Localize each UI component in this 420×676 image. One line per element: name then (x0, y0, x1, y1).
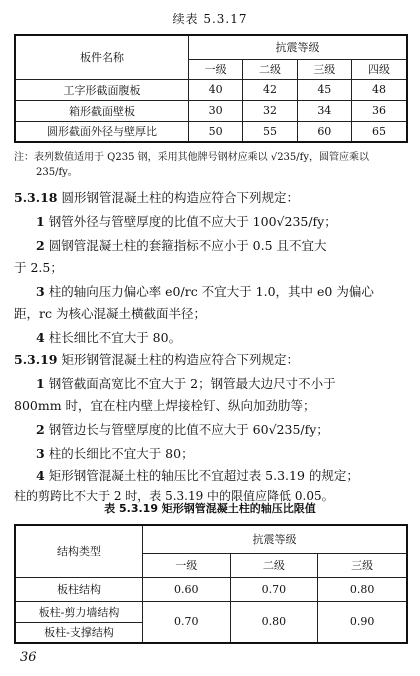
cell-value: 50 (189, 121, 243, 142)
table-row (15, 121, 407, 142)
cell-value: 45 (297, 79, 351, 100)
cell-value: 34 (297, 100, 351, 121)
table-note (14, 150, 412, 180)
header-plate-name: 板件名称 (15, 35, 189, 79)
item-number: 4 (36, 330, 45, 345)
cell-value: 30 (189, 100, 243, 121)
note-line-2: 235/fy。 (36, 167, 78, 178)
header-level-1: 一级 (189, 59, 243, 79)
page-number: 36 (20, 650, 37, 665)
header-seismic-grade: 抗震等级 (189, 35, 408, 59)
cell-value: 42 (243, 79, 297, 100)
header-level-3: 三级 (297, 59, 351, 79)
cell-value: 0.80 (318, 577, 407, 601)
clause-item (14, 212, 420, 232)
item-number: 3 (36, 284, 45, 299)
clause-title: 矩形钢管混凝土柱的构造应符合下列规定： (61, 352, 299, 367)
cell-value: 48 (351, 79, 407, 100)
item-number: 2 (36, 238, 45, 253)
header-level-2: 二级 (230, 553, 318, 577)
item-text: 钢管边长与管壁厚度的比值不应大于 60√235/fy； (48, 422, 329, 437)
clause-item (14, 374, 420, 394)
clause-item (14, 282, 420, 302)
cell-value: 32 (243, 100, 297, 121)
row-label: 箱形截面壁板 (15, 100, 189, 121)
item-number: 3 (36, 446, 45, 461)
row-label: 工字形截面腹板 (15, 79, 189, 100)
section-5-3-19-heading (14, 350, 412, 370)
row-label: 板柱-支撑结构 (15, 622, 143, 643)
item-text: 圆钢管混凝土柱的套箍指标不应小于 0.5 且不宜大 (48, 238, 327, 253)
header-level-1: 一级 (143, 553, 231, 577)
item-continuation: 柱的剪跨比不大于 2 时，表 5.3.19 中的限值应降低 0.05。 (14, 489, 334, 503)
table-row (15, 601, 407, 622)
header-structure-type: 结构类型 (15, 525, 143, 577)
cell-value: 40 (189, 79, 243, 100)
item-number: 4 (36, 468, 45, 483)
item-text: 柱的长细比不宜大于 80； (48, 446, 194, 461)
item-text: 柱长细比不宜大于 80。 (48, 330, 182, 345)
clause-title: 圆形钢管混凝土柱的构造应符合下列规定： (61, 190, 299, 205)
item-number: 2 (36, 422, 45, 437)
clause-item (14, 236, 420, 256)
header-level-3: 三级 (318, 553, 407, 577)
cell-value: 0.70 (230, 577, 318, 601)
clause-number: 5.3.18 (14, 190, 58, 205)
item-number: 1 (36, 214, 45, 229)
item-continuation: 800mm 时，宜在柱内壁上焊接栓钉、纵向加劲肋等； (14, 398, 316, 413)
item-text: 钢管外径与管壁厚度的比值不应大于 100√235/fy； (48, 214, 337, 229)
item-text: 矩形钢管混凝土柱的轴压比不宜超过表 5.3.19 的规定； (48, 468, 359, 483)
cell-value: 0.90 (318, 601, 407, 643)
section-5-3-18-heading (14, 188, 412, 208)
cell-value: 60 (297, 121, 351, 142)
row-label: 圆形截面外径与壁厚比 (15, 121, 189, 142)
header-seismic-grade: 抗震等级 (143, 525, 408, 553)
item-number: 1 (36, 376, 45, 391)
table-row (15, 100, 407, 121)
header-level-4: 四级 (351, 59, 407, 79)
cell-value: 0.70 (143, 601, 231, 643)
cell-value: 0.80 (230, 601, 318, 643)
table-row (15, 577, 407, 601)
item-text: 柱的轴向压力偏心率 e0/rc 不宜大于 1.0，其中 e0 为偏心 (48, 284, 374, 299)
clause-item (14, 466, 420, 486)
plate-ratio-table (14, 34, 408, 143)
axial-ratio-table (14, 524, 408, 644)
cell-value: 0.60 (143, 577, 231, 601)
cell-value: 55 (243, 121, 297, 142)
table1-caption: 续表 5.3.17 (172, 12, 248, 26)
row-label: 板柱结构 (15, 577, 143, 601)
clause-number: 5.3.19 (14, 352, 58, 367)
cell-value: 65 (351, 121, 407, 142)
clause-item (14, 328, 420, 348)
clause-item (14, 420, 420, 440)
header-level-2: 二级 (243, 59, 297, 79)
table-row (15, 79, 407, 100)
note-line-1: 注：表列数值适用于 Q235 钢，采用其他牌号钢材应乘以 √235/fy，圆管应乘以 (14, 152, 369, 163)
item-continuation: 距，rc 为核心混凝土横截面半径； (14, 306, 206, 321)
row-label: 板柱-剪力墙结构 (15, 601, 143, 622)
item-continuation: 于 2.5； (14, 260, 63, 275)
item-text: 钢管截面高宽比不宜大于 2；钢管最大边尺寸不小于 (48, 376, 336, 391)
clause-item (14, 444, 420, 464)
cell-value: 36 (351, 100, 407, 121)
table2-caption: 表 5.3.19 矩形钢管混凝土柱的轴压比限值 (104, 502, 316, 515)
